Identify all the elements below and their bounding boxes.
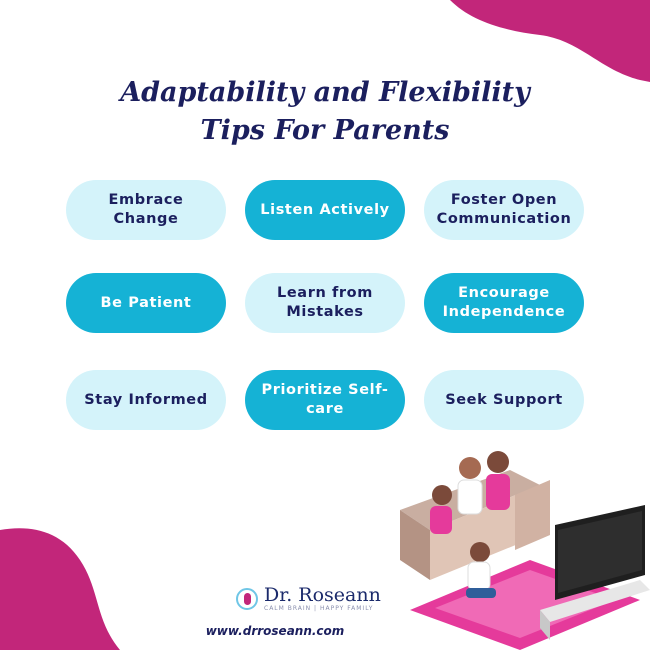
- tip-learn-from-mistakes: Learn from Mistakes: [245, 273, 405, 333]
- tip-be-patient: Be Patient: [66, 273, 226, 333]
- tip-stay-informed: Stay Informed: [66, 370, 226, 430]
- tip-seek-support: Seek Support: [424, 370, 584, 430]
- tip-foster-open-communication: Foster Open Communication: [424, 180, 584, 240]
- brand-logo: [236, 585, 381, 613]
- brain-logo-icon: [236, 588, 258, 610]
- tip-encourage-independence: Encourage Independence: [424, 273, 584, 333]
- title-line-1: Adaptability and Flexibility: [120, 77, 530, 108]
- logo-name: Dr. Roseann: [264, 584, 381, 606]
- tip-embrace-change: Embrace Change: [66, 180, 226, 240]
- family-watching-tv-illustration: [380, 440, 650, 650]
- tip-prioritize-self-care: Prioritize Self-care: [245, 370, 405, 430]
- website-url: www.drroseann.com: [205, 624, 345, 638]
- title-line-2: Tips For Parents: [200, 115, 450, 146]
- logo-tagline: CALM BRAIN | HAPPY FAMILY: [264, 605, 374, 612]
- tip-listen-actively: Listen Actively: [245, 180, 405, 240]
- logo-text: [264, 585, 381, 613]
